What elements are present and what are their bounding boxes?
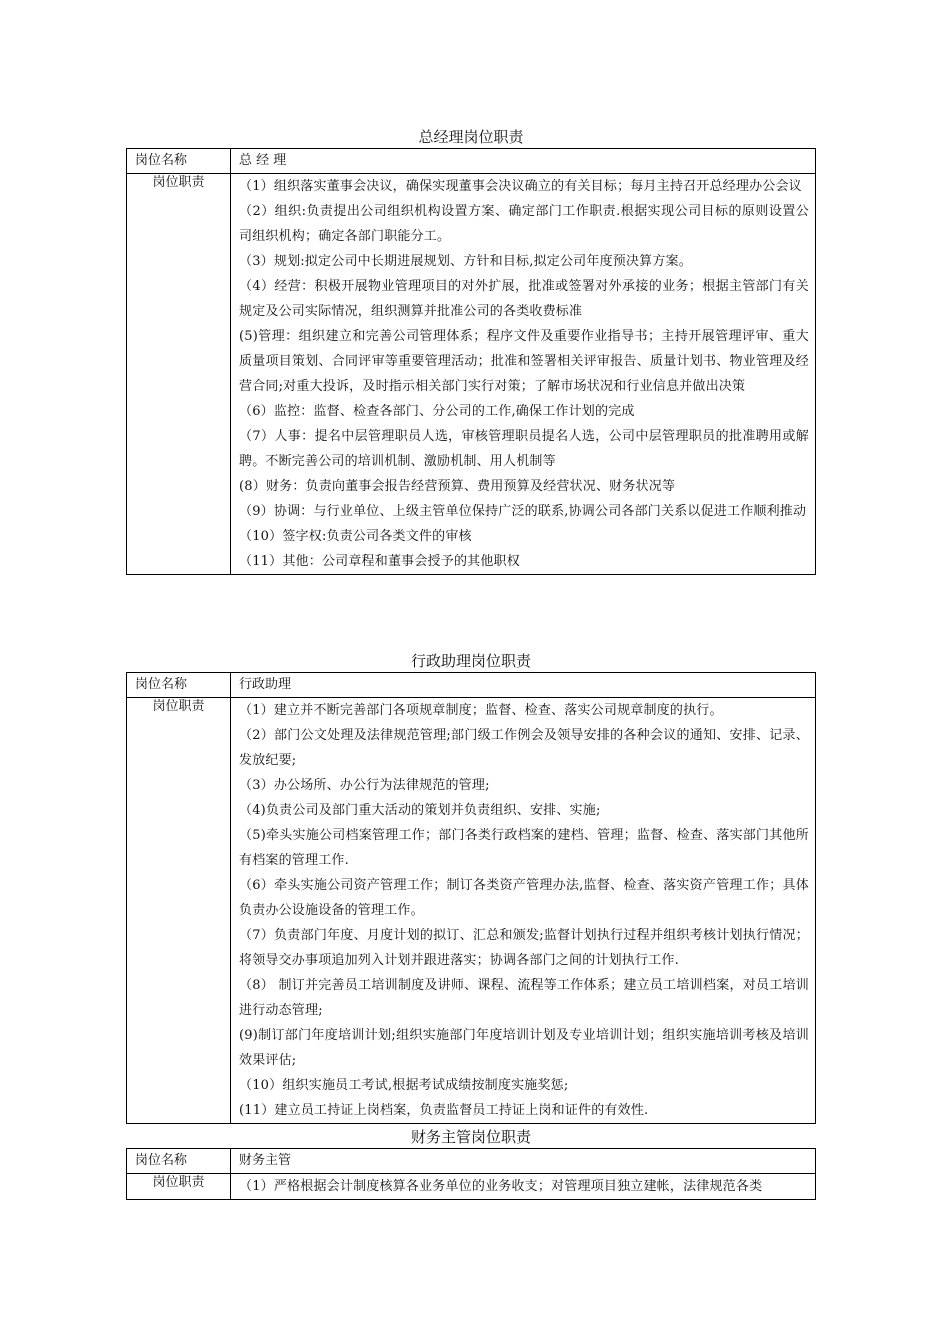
duty-label: 岗位职责 [127,174,231,575]
position-name-label: 岗位名称 [127,149,231,174]
duty-item: （8） 制订并完善员工培训制度及讲师、课程、流程等工作体系；建立员工培训档案，对员工培训进行动态管理; [239,978,809,1018]
duty-item: （10）签字权:负责公司各类文件的审核 [239,529,472,544]
duty-item: （10）组织实施员工考试,根据考试成绩按制度实施奖惩; [239,1078,569,1093]
section-finance-supervisor [126,1126,816,1200]
duty-item: （7）负责部门年度、月度计划的拟订、汇总和颁发;监督计划执行过程并组织考核计划执行情况；将领导交办事项追加列入计划并跟进落实；协调各部门之间的计划执行工作. [239,928,809,968]
duty-table [126,148,816,575]
duty-item: （1）建立并不断完善部门各项规章制度；监督、检查、落实公司规章制度的执行。 [239,703,723,718]
section-admin-assistant [126,650,816,1124]
position-name-value: 总 经 理 [231,149,816,174]
duty-item: （7）人事：提名中层管理职员人选，审核管理职员提名人选，公司中层管理职员的批准聘用或解聘。不断完善公司的培训机制、激励机制、用人机制等 [239,429,809,469]
section-title: 财务主管岗位职责 [410,1128,531,1146]
duty-item: （3）规划:拟定公司中长期进展规划、方针和目标,拟定公司年度预决算方案。 [239,254,692,269]
duty-item: （1）严格根据会计制度核算各业务单位的业务收支；对管理项目独立建帐，法律规范各类 [239,1179,763,1194]
duty-list [231,1174,816,1200]
duty-item: （9）协调：与行业单位、上级主管单位保持广泛的联系,协调公司各部门关系以促进工作顺利推动 [239,504,807,519]
duty-table [126,672,816,1124]
duty-item: （1）组织落实董事会决议，确保实现董事会决议确立的有关目标；每月主持召开总经理办公会议 [239,179,802,194]
duty-item: （4)负责公司及部门重大活动的策划并负责组织、安排、实施; [239,803,601,818]
duty-item: （2）组织:负责提出公司组织机构设置方案、确定部门工作职责.根据实现公司目标的原则设置公司组织机构；确定各部门职能分工。 [239,204,809,244]
duty-item: （6）牵头实施公司资产管理工作；制订各类资产管理办法,监督、检查、落实资产管理工作；具体负责办公设施设备的管理工作。 [239,878,809,918]
position-name-label: 岗位名称 [127,1149,231,1174]
duty-label: 岗位职责 [127,698,231,1124]
duty-item: (8）财务：负责向董事会报告经营预算、费用预算及经营状况、财务状况等 [239,479,676,494]
duty-label: 岗位职责 [127,1174,231,1200]
position-name-label: 岗位名称 [127,673,231,698]
duty-item: （4）经营：积极开展物业管理项目的对外扩展，批准或签署对外承接的业务；根据主管部门有关规定及公司实际情况，组织测算并批准公司的各类收费标准 [239,279,809,319]
duty-list [231,174,816,575]
section-title: 行政助理岗位职责 [410,652,531,670]
duty-item: （11）其他：公司章程和董事会授予的其他职权 [239,554,520,569]
duty-list [231,698,816,1124]
duty-item: (11）建立员工持证上岗档案，负责监督员工持证上岗和证件的有效性. [239,1103,649,1118]
position-name-value: 财务主管 [231,1149,816,1174]
duty-item: (9)制订部门年度培训计划;组织实施部门年度培训计划及专业培训计划；组织实施培训考核及培训效果评估; [239,1028,809,1068]
duty-item: （3）办公场所、办公行为法律规范的管理; [239,778,490,793]
section-title: 总经理岗位职责 [418,128,524,146]
duty-item: （6）监控：监督、检查各部门、分公司的工作,确保工作计划的完成 [239,404,635,419]
duty-table [126,1148,816,1200]
position-name-value: 行政助理 [231,673,816,698]
section-general-manager [126,126,816,575]
duty-item: (5)管理：组织建立和完善公司管理体系；程序文件及重要作业指导书；主持开展管理评审、重大质量项目策划、合同评审等重要管理活动；批准和签署相关评审报告、质量计划书、物业管理及经营合同;对重大投诉，及时指示相关部门实行对策；了解市场状况和行业信息并做出决策 [239,329,809,394]
duty-item: （2）部门公文处理及法律规范管理;部门级工作例会及领导安排的各种会议的通知、安排、记录、发放纪要; [239,728,809,768]
duty-item: （5)牵头实施公司档案管理工作；部门各类行政档案的建档、管理；监督、检查、落实部门其他所有档案的管理工作. [239,828,809,868]
